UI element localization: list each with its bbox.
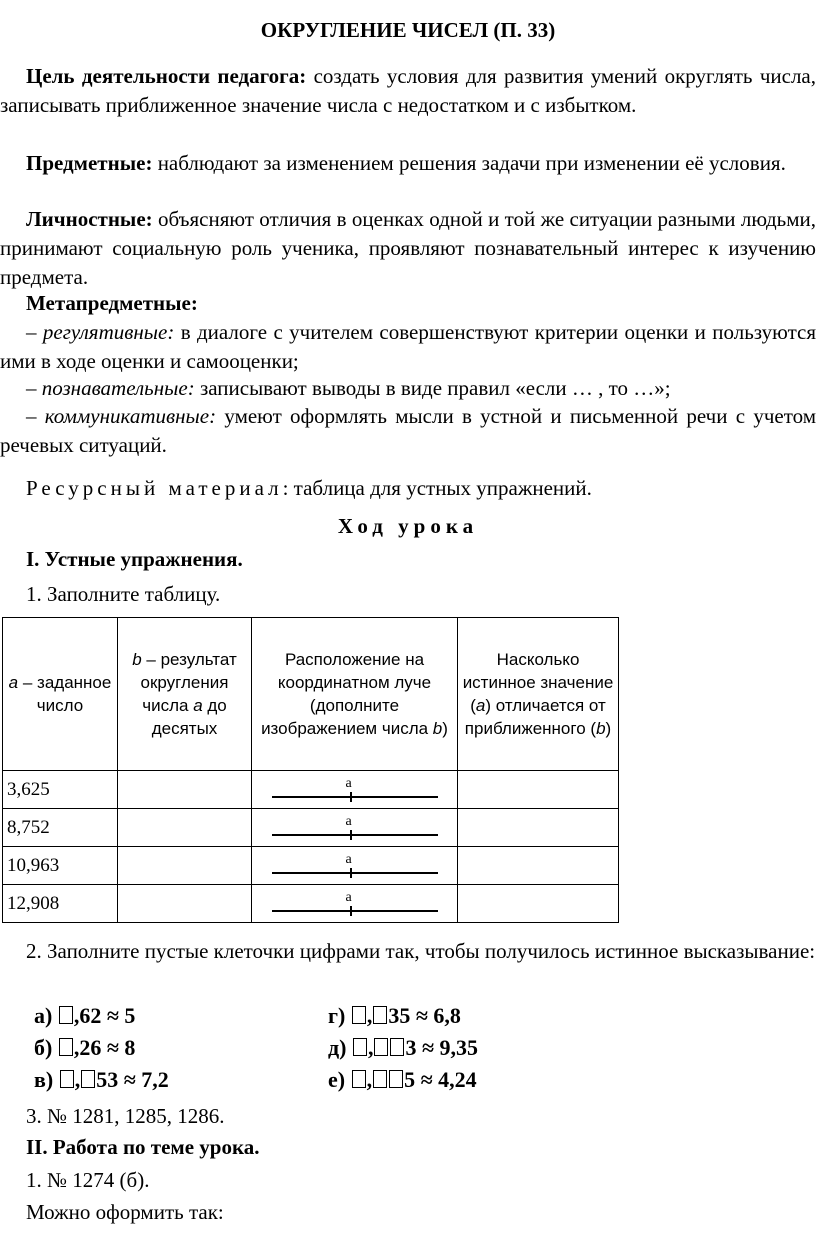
difference-cell[interactable]	[458, 771, 619, 809]
task-fill-boxes: 2. Заполните пустые клеточки цифрами так, чтобы получилось истинное высказывание:	[26, 939, 816, 963]
exercise-g: г) , 35 ≈ 6,8	[328, 1003, 461, 1028]
exercise-table	[2, 617, 619, 923]
table-row	[3, 885, 619, 923]
difference-cell[interactable]	[458, 847, 619, 885]
digit-box[interactable]	[389, 1070, 403, 1088]
subject-label: Предметные:	[26, 151, 153, 175]
given-number-cell: 12,908	[3, 885, 118, 923]
ray-cell	[252, 771, 458, 809]
header-rounded-result: b – результат округления числа a до десятых	[118, 618, 252, 771]
personal-paragraph	[0, 205, 816, 292]
meta-communicative	[0, 402, 816, 460]
exercise-a: а) ,62 ≈ 5	[34, 1003, 136, 1028]
personal-label: Личностные:	[26, 207, 153, 231]
table-row	[3, 809, 619, 847]
subject-text: наблюдают за изменением решения задачи при изменении её условия.	[152, 151, 786, 175]
digit-box[interactable]	[60, 1070, 74, 1088]
regulative-text: в диалоге с учителем совершенствуют критерии оценки и пользуются ими в ходе оценки и самооценки;	[0, 320, 816, 373]
goal-text: создать условия для развития умений округлять числа, записывать приближенное значение числа с недостатком и с избытком.	[0, 64, 816, 117]
regulative-label: – регулятивные:	[26, 320, 175, 344]
meta-regulative	[0, 318, 816, 376]
cognitive-label: – познавательные:	[26, 376, 195, 400]
subject-paragraph	[0, 149, 816, 178]
difference-cell[interactable]	[458, 809, 619, 847]
communicative-text: умеют оформлять мысли в устной и письменной речи с учетом речевых ситуаций.	[0, 404, 816, 457]
coordinate-ray	[272, 810, 438, 846]
cognitive-text: записывают выводы в виде правил «если … , то …»;	[194, 376, 671, 400]
communicative-label: – коммуникативные:	[26, 404, 217, 428]
task-numbers: 3. № 1281, 1285, 1286.	[26, 1104, 225, 1128]
difference-cell[interactable]	[458, 885, 619, 923]
given-number-cell: 8,752	[3, 809, 118, 847]
rounded-cell[interactable]	[118, 771, 252, 809]
digit-box[interactable]	[352, 1006, 366, 1024]
header-coordinate-ray: Расположение на координатном луче (дополните изображением числа b)	[252, 618, 458, 771]
coordinate-ray	[272, 772, 438, 808]
meta-cognitive	[0, 374, 816, 403]
resource-text: : таблица для устных упражнений.	[282, 476, 592, 500]
goal-label: Цель деятельности педагога:	[26, 64, 307, 88]
rounded-cell[interactable]	[118, 809, 252, 847]
digit-box[interactable]	[59, 1038, 73, 1056]
digit-box[interactable]	[352, 1070, 366, 1088]
closing-text: Можно оформить так:	[26, 1200, 224, 1224]
task-fill-table: 1. Заполните таблицу.	[26, 582, 221, 606]
task-1274: 1. № 1274 (б).	[26, 1168, 150, 1192]
goal-paragraph	[0, 62, 816, 120]
ray-label: a	[345, 775, 352, 791]
page-title: ОКРУГЛЕНИЕ ЧИСЕЛ (П. 33)	[260, 18, 556, 42]
personal-text: объясняют отличия в оценках одной и той же ситуации разными людьми, принимают социальную роль ученика, проявляют познавательный интерес к изучению предмета.	[0, 207, 816, 289]
digit-box[interactable]	[81, 1070, 95, 1088]
exercise-e: е) , 5 ≈ 4,24	[328, 1067, 477, 1092]
ray-label: a	[345, 851, 352, 867]
table-row	[3, 771, 619, 809]
ray-label: a	[345, 813, 352, 829]
section-oral-exercises: I. Устные упражнения.	[26, 547, 243, 571]
ray-cell	[252, 885, 458, 923]
exercise-b: б) ,26 ≈ 8	[34, 1035, 136, 1060]
given-number-cell: 3,625	[3, 771, 118, 809]
given-number-cell: 10,963	[3, 847, 118, 885]
resource-paragraph	[0, 474, 816, 503]
digit-box[interactable]	[374, 1038, 388, 1056]
digit-box[interactable]	[373, 1070, 387, 1088]
table-row	[3, 847, 619, 885]
section-lesson-topic: II. Работа по теме урока.	[26, 1135, 260, 1159]
digit-box[interactable]	[373, 1006, 387, 1024]
coordinate-ray	[272, 848, 438, 884]
ray-label: a	[345, 889, 352, 905]
header-difference: Насколько истинное значение (a) отличается от приближенного (b)	[458, 618, 619, 771]
ray-cell	[252, 847, 458, 885]
meta-label: Метапредметные:	[26, 291, 198, 315]
table-header-row	[3, 618, 619, 771]
exercise-v: в) , 53 ≈ 7,2	[34, 1067, 169, 1092]
digit-box[interactable]	[353, 1038, 367, 1056]
coordinate-ray	[272, 886, 438, 922]
lesson-heading: Ход урока	[337, 514, 479, 538]
digit-box[interactable]	[390, 1038, 404, 1056]
rounded-cell[interactable]	[118, 885, 252, 923]
rounded-cell[interactable]	[118, 847, 252, 885]
meta-heading	[0, 289, 816, 318]
resource-label: Ресурсный материал	[26, 476, 283, 500]
ray-cell	[252, 809, 458, 847]
exercise-d: д) , 3 ≈ 9,35	[328, 1035, 479, 1060]
header-given-number: a – заданное число	[3, 618, 118, 771]
digit-box[interactable]	[59, 1006, 73, 1024]
